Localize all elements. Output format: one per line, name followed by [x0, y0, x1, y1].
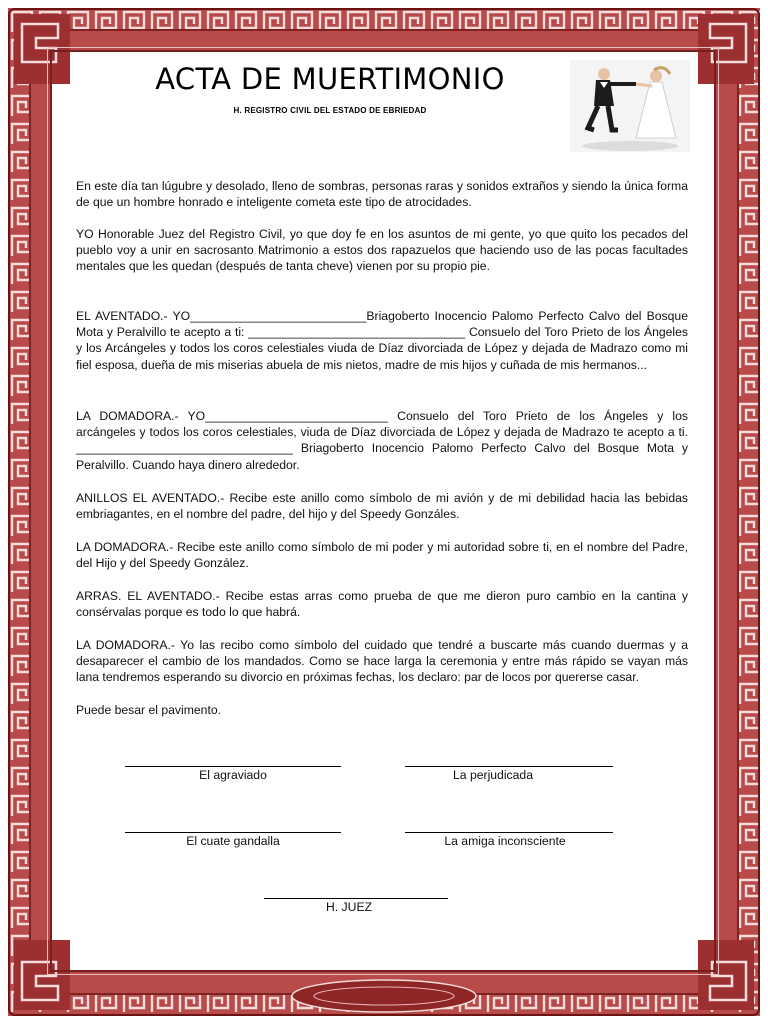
document-title: ACTA DE MUERTIMONIO [155, 62, 505, 96]
signature-line [405, 832, 613, 833]
paragraph-anillos-aventado: ANILLOS EL AVENTADO.- Recibe este anillo como símbolo de mi avión y de mi debilidad hacia las bebidas embriagantes, en el nombre del padre, del hijo y del Speedy Gonzáles. [76, 491, 688, 522]
closing-line: Puede besar el pavimento. [76, 703, 221, 717]
signature-amiga: La amiga inconsciente [444, 834, 566, 848]
paragraph-aventado: EL AVENTADO.- YO__________________________Briagoberto Inocencio Palomo Perfecto Calvo del Bosque Mota y Peralvillo te acepto a ti: ________________________________ Consuelo del Toro Prieto de los Ángeles y los Arcángeles y todos los coros celestiales viuda de Díaz divorciada de López y dejada de Madrazo como mi fiel esposa, dueña de mis miserias abuela de mis nietos, madre de mis hijos y cuñada de mis hermanos... [76, 309, 688, 372]
paragraph-arras: ARRAS. EL AVENTADO.- Recibe estas arras como prueba de que me dieron puro cambio en la cantina y consérvalas porque es todo lo que habrá. [76, 589, 688, 620]
paragraph-intro: En este día tan lúgubre y desolado, lleno de sombras, personas raras y sonidos extraños y siendo la única forma de que un hombre honrado e inteligente cometa este tipo de atrocidades. [76, 179, 688, 210]
signature-line [125, 832, 341, 833]
document-subtitle: H. REGISTRO CIVIL DEL ESTADO DE EBRIEDAD [233, 106, 427, 115]
signature-agraviado: El agraviado [199, 768, 267, 782]
paragraph-anillos-domadora: LA DOMADORA.- Recibe este anillo como símbolo de mi poder y mi autoridad sobre ti, en el nombre del Padre, del Hijo y del Speedy González. [76, 540, 688, 571]
signature-juez: H. JUEZ [325, 900, 373, 914]
paragraph-juez: YO Honorable Juez del Registro Civil, yo que doy fe en los asuntos de mi gente, yo que quito los pecados del pueblo voy a unir en sacrosanto Matrimonio a estos dos rapazuelos que haciendo uso de las pocas facultades mentales que les quedan (después de tanta cheve) vienen por su propio pie. [76, 227, 688, 274]
signature-perjudicada: La perjudicada [453, 768, 533, 782]
signature-line [264, 898, 448, 899]
paragraph-domadora: LA DOMADORA.- YO___________________________ Consuelo del Toro Prieto de los Ángeles y los arcángeles y todos los coros celestiales, viuda de Díaz divorciada de López y dejada de Madrazo te acepto a ti. ________________________________ Briagoberto Inocencio Palomo Perfecto Calvo del Bosque Mota y Peralvillo. Cuando haya dinero alrededor. [76, 409, 688, 472]
couple-image [570, 60, 690, 152]
signature-cuate: El cuate gandalla [186, 834, 280, 848]
signature-line [125, 766, 341, 767]
paragraph-final: LA DOMADORA.- Yo las recibo como símbolo del cuidado que tendré a buscarte más cuando duermas y a desaparecer el cambio de los mandados. Como se hace larga la ceremonia y entre más rápido se vayan más lana tendremos esperando su divorcio en próximas fechas, los declaro: par de locos por quererse casar. [76, 638, 688, 685]
signature-line [405, 766, 613, 767]
